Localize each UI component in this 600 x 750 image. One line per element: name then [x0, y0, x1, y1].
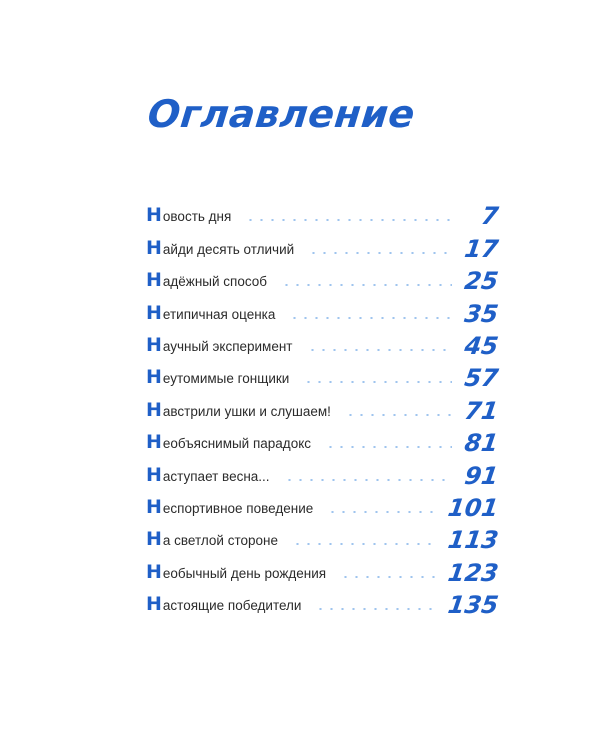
page-number: 35 — [462, 299, 501, 328]
toc-entry — [146, 457, 501, 490]
entry-initial: Н — [146, 398, 162, 421]
dotted-leader — [292, 543, 436, 545]
dotted-leader — [245, 219, 452, 221]
page-number: 135 — [446, 591, 501, 620]
entry-title-rest: айди десять отличий — [162, 241, 295, 257]
entry-title-rest: аучный эксперимент — [162, 338, 293, 354]
page-title: Оглавление — [145, 92, 418, 136]
entry-initial: Н — [146, 528, 162, 551]
entry-title-rest: австрили ушки и слушаем! — [162, 403, 331, 419]
page-number: 7 — [479, 202, 501, 231]
toc-entry — [146, 425, 501, 458]
toc-entry — [146, 392, 501, 425]
page-number: 71 — [462, 396, 501, 425]
entry-title — [146, 496, 313, 522]
toc-entry — [146, 554, 501, 587]
toc-entry — [146, 263, 501, 296]
entry-title-rest: а светлой стороне — [162, 533, 278, 549]
entry-title — [146, 593, 301, 619]
toc-entry — [146, 490, 501, 522]
dotted-leader — [345, 414, 452, 416]
page-number: 91 — [462, 461, 501, 490]
page-number: 113 — [446, 526, 501, 555]
toc-entry — [146, 360, 501, 393]
toc-entry — [146, 328, 501, 360]
entry-title — [146, 237, 294, 263]
page-number: 123 — [446, 558, 501, 587]
entry-title — [146, 431, 311, 457]
dotted-leader — [308, 252, 452, 254]
entry-title-rest: еутомимые гонщики — [162, 371, 290, 387]
toc-entry — [146, 522, 501, 555]
entry-initial: Н — [146, 463, 162, 486]
entry-title — [146, 334, 293, 360]
entry-title-rest: адёжный способ — [162, 274, 267, 290]
page-number: 17 — [462, 234, 501, 263]
entry-title — [146, 269, 267, 295]
entry-title-rest: еобъяснимый парадокс — [162, 436, 312, 452]
entry-title — [146, 528, 278, 554]
entry-title-rest: еобычный день рождения — [162, 565, 327, 581]
entry-title — [146, 399, 331, 425]
entry-title — [146, 302, 275, 328]
dotted-leader — [307, 349, 453, 351]
toc-entry — [146, 198, 501, 231]
dotted-leader — [303, 381, 452, 383]
page-number: 57 — [462, 364, 501, 393]
toc-entry — [146, 587, 501, 620]
dotted-leader — [340, 576, 436, 578]
entry-initial: Н — [146, 431, 162, 454]
entry-title — [146, 464, 270, 490]
entry-initial: Н — [146, 593, 162, 616]
entry-initial: Н — [146, 269, 162, 292]
dotted-leader — [315, 608, 435, 610]
entry-initial: Н — [146, 366, 162, 389]
entry-title — [146, 204, 231, 230]
page-number: 25 — [462, 267, 501, 296]
entry-title-rest: астоящие победители — [162, 598, 302, 614]
table-of-contents — [146, 198, 501, 620]
entry-initial: Н — [146, 495, 162, 518]
entry-initial: Н — [146, 301, 162, 324]
entry-title-rest: етипичная оценка — [162, 306, 276, 322]
page-number: 81 — [462, 429, 501, 458]
page-number: 101 — [446, 493, 501, 522]
entry-title — [146, 366, 289, 392]
dotted-leader — [327, 511, 436, 513]
dotted-leader — [284, 479, 452, 481]
entry-initial: Н — [146, 204, 162, 227]
entry-initial: Н — [146, 560, 162, 583]
entry-title-rest: аступает весна... — [162, 468, 270, 484]
entry-title-rest: еспортивное поведение — [162, 500, 314, 516]
dotted-leader — [325, 446, 452, 448]
toc-entry — [146, 295, 501, 328]
entry-initial: Н — [146, 333, 162, 356]
toc-entry — [146, 230, 501, 263]
page-number: 45 — [462, 331, 501, 360]
entry-initial: Н — [146, 236, 162, 259]
dotted-leader — [281, 284, 452, 286]
entry-title-rest: овость дня — [162, 209, 232, 225]
dotted-leader — [289, 317, 452, 319]
entry-title — [146, 561, 326, 587]
